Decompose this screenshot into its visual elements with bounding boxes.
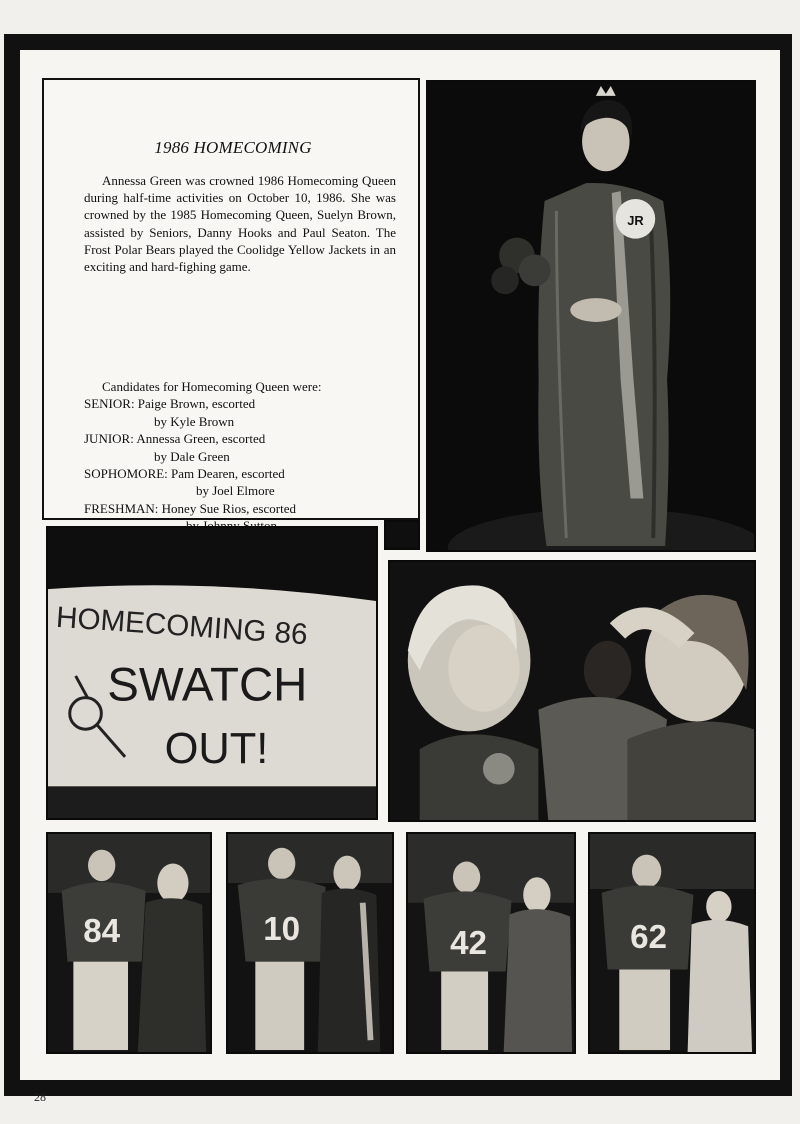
escort-photo-4 (588, 832, 756, 1054)
banner-text-line1: HOMECOMING 86 (55, 600, 309, 652)
candidate-line: FRESHMAN: Honey Sue Rios, escorted (84, 500, 296, 516)
sash-badge-text: JR (627, 212, 644, 228)
escort-photo-1 (46, 832, 212, 1054)
page-number: 28 (34, 1090, 46, 1104)
candidate-escort: by Kyle Brown (154, 413, 235, 429)
candidate-senior (84, 395, 404, 430)
candidate-escort: by Dale Green (154, 448, 230, 464)
candidate-sophomore (84, 465, 404, 500)
article-title: 1986 HOMECOMING (154, 138, 312, 157)
candidate-line: SOPHOMORE: Pam Dearen, escorted (84, 466, 285, 482)
banner-text-line2: SWATCH (107, 658, 308, 712)
candidate-line: JUNIOR: Annessa Green, escorted (84, 431, 266, 447)
candidate-escort: by Joel Elmore (196, 483, 275, 499)
candidates-intro: Candidates for Homecoming Queen were: (102, 379, 322, 394)
escort-photo-2 (226, 832, 394, 1054)
candidate-line: SENIOR: Paige Brown, escorted (84, 396, 256, 412)
banner-text-line3: OUT! (164, 724, 269, 773)
escort-photo-3 (406, 832, 576, 1054)
jersey-number: 42 (450, 924, 488, 962)
article-panel (42, 78, 420, 520)
queen-photo (426, 80, 756, 552)
candidates-list (84, 378, 404, 535)
decorative-block (384, 520, 420, 550)
article-body: Annessa Green was crowned 1986 Homecoming Queen during half-time activities on October 10, 1986. She was crowned by the 1985 Homecoming Queen, Suelyn Brown, assisted by Seniors, Danny Hooks and Paul Seaton. The Frost Polar Bears played the Coolidge Yellow Jackets in an exciting and hard-fighing game. (84, 173, 396, 275)
jersey-number: 84 (83, 912, 121, 951)
banner-photo (46, 526, 378, 820)
crowning-photo (388, 560, 756, 822)
jersey-number: 62 (630, 918, 668, 956)
jersey-number: 10 (263, 910, 301, 949)
candidate-junior (84, 430, 404, 465)
